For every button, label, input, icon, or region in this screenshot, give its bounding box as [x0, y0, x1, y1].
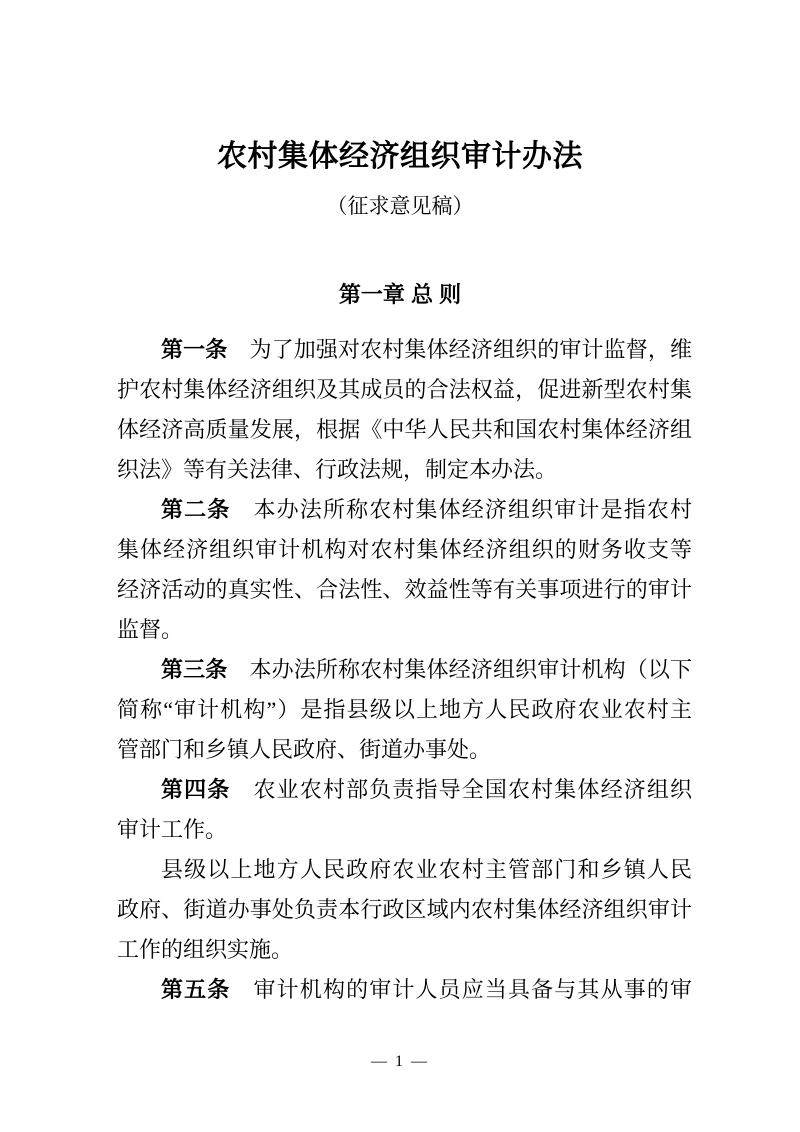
line-text: 审计机构的审计人员应当具备与其从事的审 [230, 977, 692, 1002]
body-line [117, 850, 692, 890]
document-body [117, 330, 692, 1010]
body-line [117, 930, 692, 970]
body-line [117, 650, 692, 690]
body-line [117, 490, 692, 530]
article-number: 第二条 [161, 497, 231, 522]
line-text: 为了加强对农村集体经济组织的审计监督，维 [227, 337, 692, 362]
line-text: 体经济高质量发展，根据《中华人民共和国农村集体经济组 [117, 417, 692, 442]
line-text: 监督。 [117, 617, 184, 642]
line-text: 县级以上地方人民政府农业农村主管部门和乡镇人民 [161, 857, 692, 882]
article-number: 第三条 [161, 657, 228, 682]
line-text: 集体经济组织审计机构对农村集体经济组织的财务收支等 [117, 537, 692, 562]
line-text: 护农村集体经济组织及其成员的合法权益，促进新型农村集 [117, 377, 692, 402]
line-text: 政府、街道办事处负责本行政区域内农村集体经济组织审计 [117, 897, 692, 922]
page-number: — 1 — [371, 1053, 429, 1070]
article-number: 第四条 [161, 777, 231, 802]
article-number: 第五条 [161, 977, 231, 1002]
body-line [117, 730, 692, 770]
line-text: 审计工作。 [117, 817, 228, 842]
body-line [117, 410, 692, 450]
document-title: 农村集体经济组织审计办法 [217, 140, 583, 173]
body-line [117, 690, 692, 730]
line-text: 经济活动的真实性、合法性、效益性等有关事项进行的审计 [117, 577, 692, 602]
body-line [117, 610, 692, 650]
line-text: 本办法所称农村集体经济组织审计是指农村 [230, 497, 692, 522]
article-number: 第一条 [161, 337, 228, 362]
body-line [117, 890, 692, 930]
body-line [117, 370, 692, 410]
line-text: 织法》等有关法律、行政法规，制定本办法。 [117, 457, 558, 482]
document-subtitle: （征求意见稿） [326, 194, 474, 218]
body-line [117, 570, 692, 610]
line-text: 工作的组织实施。 [117, 937, 294, 962]
body-line [117, 450, 692, 490]
line-text: 农业农村部负责指导全国农村集体经济组织 [230, 777, 692, 802]
chapter-heading: 第一章 总 则 [338, 282, 462, 307]
body-line [117, 810, 692, 850]
line-text: 管部门和乡镇人民政府、街道办事处。 [117, 737, 492, 762]
body-line [117, 330, 692, 370]
body-line [117, 770, 692, 810]
line-text: 本办法所称农村集体经济组织审计机构（以下 [227, 657, 692, 682]
line-text: 简称“审计机构”）是指县级以上地方人民政府农业农村主 [117, 697, 692, 722]
body-line [117, 530, 692, 570]
body-line [117, 970, 692, 1010]
